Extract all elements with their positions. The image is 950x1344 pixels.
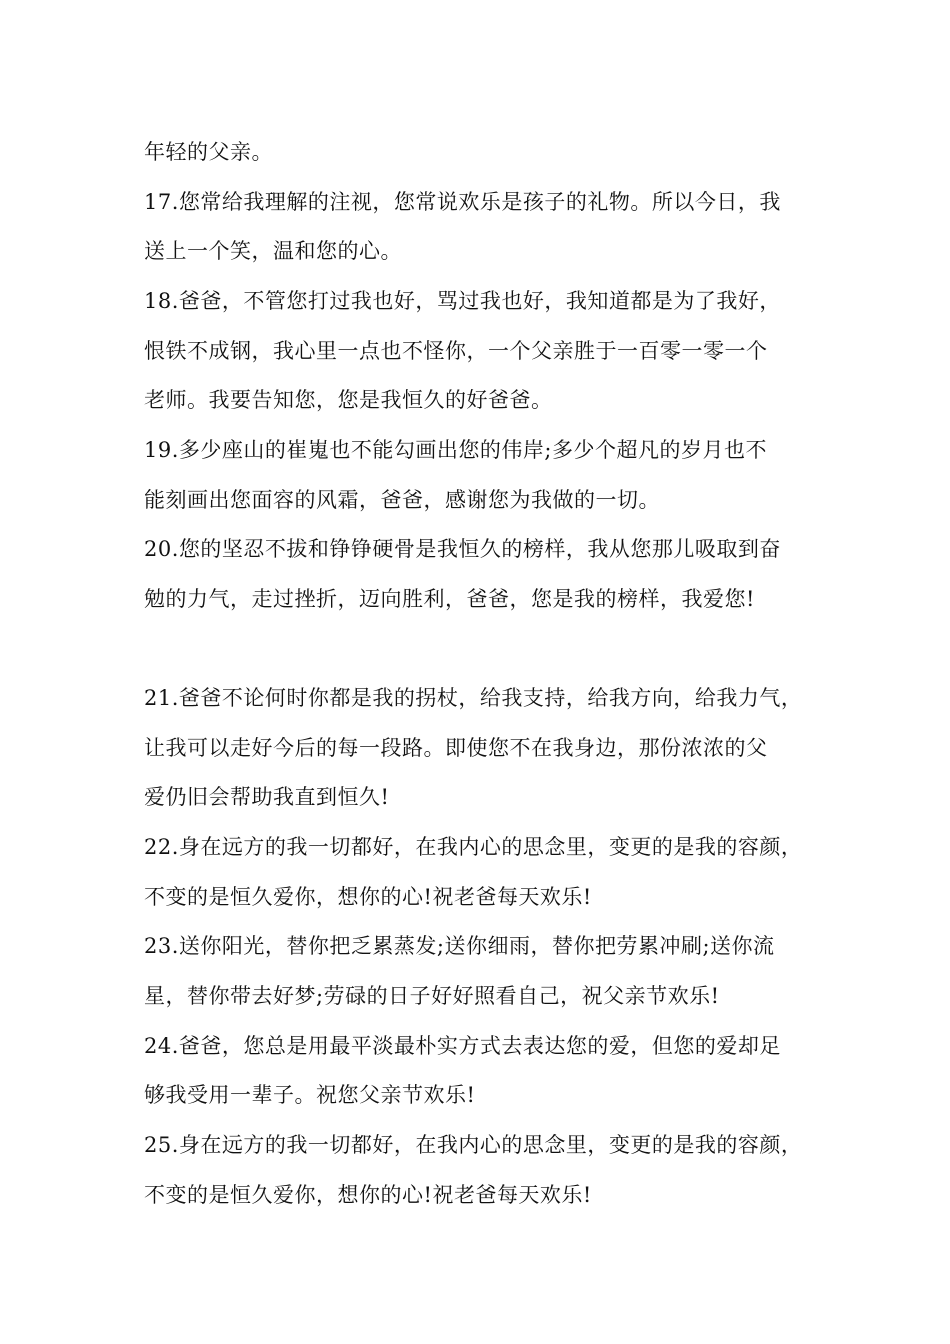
text-line: 让我可以走好今后的每一段路。即使您不在我身边，那份浓浓的父 (144, 736, 768, 760)
text-line: 25.身在远方的我一切都好，在我内心的思念里，变更的是我的容颜， (144, 1133, 803, 1157)
text-line: 老师。我要告知您，您是我恒久的好爸爸。 (144, 388, 553, 412)
text-line: 能刻画出您面容的风霜，爸爸，感谢您为我做的一切。 (144, 488, 660, 512)
text-line: 18.爸爸，不管您打过我也好，骂过我也好，我知道都是为了我好， (144, 289, 781, 313)
text-line: 23.送你阳光，替你把乏累蒸发;送你细雨，替你把劳累冲刷;送你流 (144, 934, 775, 958)
text-line: 够我受用一辈子。祝您父亲节欢乐! (144, 1083, 476, 1107)
text-line: 爱仍旧会帮助我直到恒久! (144, 785, 390, 809)
text-line: 17.您常给我理解的注视，您常说欢乐是孩子的礼物。所以今日，我 (144, 190, 781, 214)
text-line: 21.爸爸不论何时你都是我的拐杖，给我支持，给我方向，给我力气， (144, 686, 803, 710)
text-line: 恨铁不成钢，我心里一点也不怪你，一个父亲胜于一百零一零一个 (144, 339, 768, 363)
text-line: 20.您的坚忍不拔和铮铮硬骨是我恒久的榜样，我从您那儿吸取到奋 (144, 537, 781, 561)
text-line: 年轻的父亲。 (144, 140, 273, 164)
text-line: 星，替你带去好梦;劳碌的日子好好照看自己，祝父亲节欢乐! (144, 984, 720, 1008)
text-line: 24.爸爸，您总是用最平淡最朴实方式去表达您的爱，但您的爱却足 (144, 1034, 781, 1058)
text-line: 不变的是恒久爱你，想你的心!祝老爸每天欢乐! (144, 1183, 592, 1207)
text-line: 勉的力气，走过挫折，迈向胜利，爸爸，您是我的榜样，我爱您! (144, 587, 755, 611)
text-line: 不变的是恒久爱你，想你的心!祝老爸每天欢乐! (144, 885, 592, 909)
text-line: 22.身在远方的我一切都好，在我内心的思念里，变更的是我的容颜， (144, 835, 803, 859)
text-line: 19.多少座山的崔嵬也不能勾画出您的伟岸;多少个超凡的岁月也不 (144, 438, 767, 462)
text-line: 送上一个笑，温和您的心。 (144, 239, 402, 263)
